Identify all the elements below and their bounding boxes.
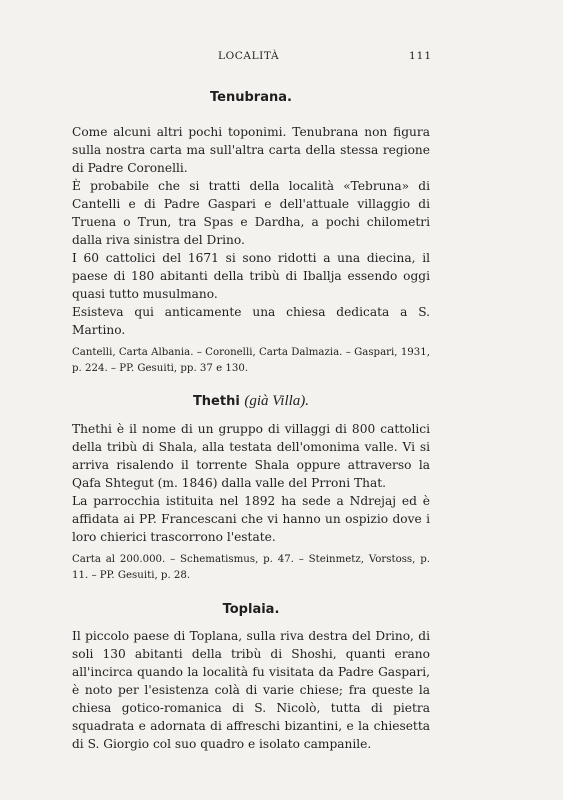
section-title-tenubrana: Tenubrana. [210, 90, 292, 105]
section-title-thethi [72, 393, 430, 410]
paragraph: Esisteva qui anticamente una chiesa dedicata a S. Martino. [72, 305, 430, 337]
section-title-toplaia: Toplaia. [222, 602, 280, 617]
bibliographic-note: Carta al 200.000. – Schematismus, p. 47. – Steinmetz, Vorstoss, p. 11. – PP. Gesuiti, p. 28. [72, 554, 430, 581]
paragraph: È probabile che si tratti della località «Tebruna» di Cantelli e di Padre Gaspari e dell'attuale villaggio di Truena o Trun, tra Spas e Dardha, a pochi chilometri dalla riva sinistra del Drino. [72, 179, 430, 247]
paragraph: Il piccolo paese di Toplana, sulla riva destra del Drino, di soli 130 abitanti della tribù di Shoshi, quanti erano all'incirca quando la località fu visitata da Padre Gaspari, è noto per l'esistenza colà di varie chiese; fra queste la chiesa gotico-romanica di S. Nicolò, tutta di pietra squadrata e adornata di affreschi bizantini, e la chiesetta di S. Giorgio col suo quadro e isolato campanile. [72, 629, 430, 751]
section-title-text: Thethi [192, 394, 240, 409]
paragraph: Thethi è il nome di un gruppo di villaggi di 800 cattolici della tribù di Shala, alla testata dell'omonima valle. Vi si arriva risalendo il torrente Shala oppure attraverso la Qafa Shtegut (m. 1846) dalla valle del Prroni That. [72, 422, 430, 490]
paragraph: La parrocchia istituita nel 1892 ha sede a Ndrejaj ed è affidata ai PP. Francescani che vi hanno un ospizio dove i loro chierici trascorrono l'estate. [72, 494, 430, 544]
running-header [0, 50, 563, 66]
running-title: LOCALITÀ [218, 50, 280, 62]
page-number: 111 [409, 50, 433, 62]
page-body [72, 90, 430, 753]
section-title-suffix: (già Villa). [244, 393, 310, 409]
paragraph: I 60 cattolici del 1671 si sono ridotti a una diecina, il paese di 180 abitanti della tribù di Iballja essendo oggi quasi tutto musulmano. [72, 251, 430, 301]
bibliographic-note: Cantelli, Carta Albania. – Coronelli, Carta Dalmazia. – Gaspari, 1931, p. 224. – PP. Gesuiti, pp. 37 e 130. [72, 347, 430, 374]
paragraph: Come alcuni altri pochi toponimi. Tenubrana non figura sulla nostra carta ma sull'altra carta della stessa regione di Padre Coronelli. [72, 125, 430, 175]
